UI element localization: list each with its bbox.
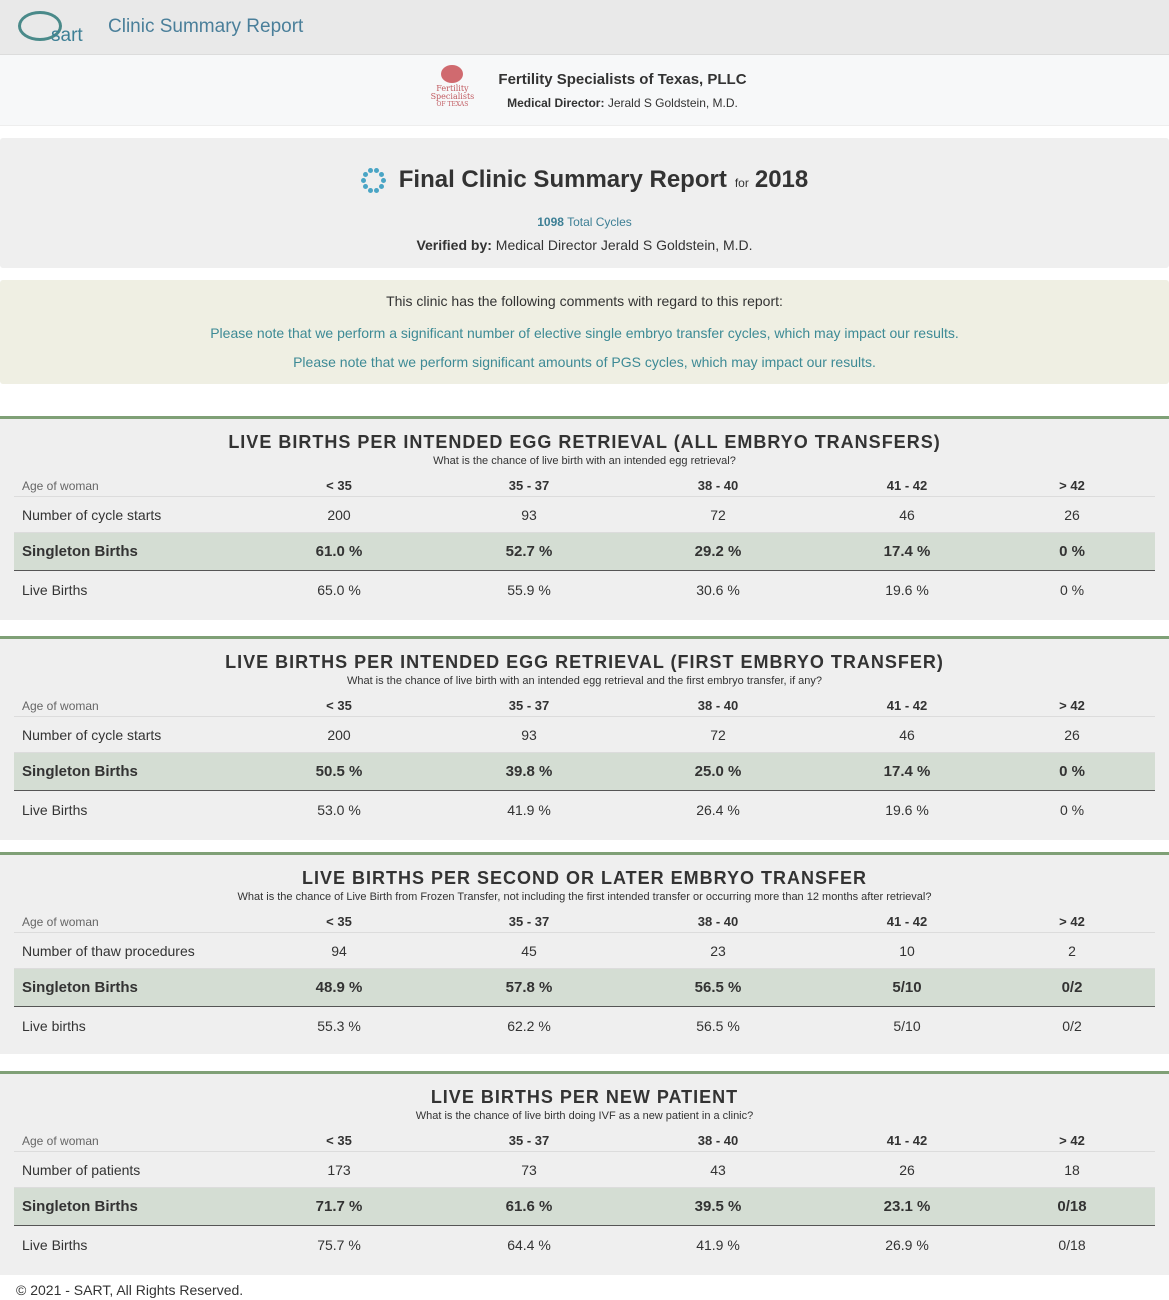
count-row — [14, 1152, 1155, 1188]
total-cycles-count: 1098 — [537, 215, 564, 229]
table-cell: 46 — [899, 726, 915, 743]
spinner-dot — [363, 172, 368, 177]
results-table — [14, 1130, 1155, 1264]
table-cell: 61.0 % — [315, 543, 363, 560]
row-label: Age of woman — [22, 698, 99, 713]
section-title: LIVE BIRTHS PER NEW PATIENT — [430, 1087, 739, 1107]
live-births-row — [14, 571, 1155, 609]
table-cell: 38 - 40 — [697, 1133, 739, 1148]
table-cell: 35 - 37 — [508, 1133, 550, 1148]
table-cell: < 35 — [326, 1133, 352, 1148]
table-cell: 200 — [327, 726, 351, 743]
table-cell: < 35 — [326, 914, 352, 929]
results-section — [0, 852, 1169, 1054]
table-cell: 46 — [899, 506, 915, 523]
section-title: LIVE BIRTHS PER SECOND OR LATER EMBRYO TRANSFER — [301, 868, 868, 888]
row-label: Age of woman — [22, 1133, 99, 1148]
row-label: Number of cycle starts — [22, 506, 162, 523]
table-cell: 72 — [710, 506, 726, 523]
section-title: LIVE BIRTHS PER INTENDED EGG RETRIEVAL (ALL EMBRYO TRANSFERS) — [228, 432, 941, 452]
table-cell: 26.4 % — [696, 802, 740, 818]
table-cell: 23.1 % — [883, 1198, 931, 1215]
table-cell: > 42 — [1059, 1133, 1085, 1148]
table-cell: 10 — [899, 942, 915, 959]
table-cell: 5/10 — [892, 979, 922, 996]
spinner-icon — [361, 168, 385, 192]
clinic-logo-line: Specialists — [430, 92, 475, 101]
table-cell: 18 — [1064, 1161, 1080, 1178]
table-cell: 0/2 — [1061, 979, 1083, 996]
table-cell: 93 — [521, 726, 537, 743]
table-cell: 19.6 % — [885, 802, 929, 818]
row-label: Singleton Births — [22, 1198, 138, 1215]
table-cell: 55.9 % — [507, 582, 551, 598]
table-cell: 93 — [521, 506, 537, 523]
row-label: Singleton Births — [22, 979, 138, 996]
clinic-logo-icon — [441, 65, 463, 83]
row-label: Age of woman — [22, 914, 99, 929]
table-cell: > 42 — [1059, 698, 1085, 713]
row-label: Age of woman — [22, 478, 99, 493]
comment-item: Please note that we perform significant amounts of PGS cycles, which may impact our results. — [293, 354, 876, 370]
row-label: Live births — [22, 1018, 86, 1034]
section-question: What is the chance of live birth doing IVF as a new patient in a clinic? — [415, 1110, 754, 1122]
sart-logo[interactable] — [18, 7, 90, 47]
verified-label: Verified by: — [416, 237, 492, 253]
table-cell: 23 — [710, 942, 726, 959]
report-summary — [0, 138, 1169, 268]
age-header-row — [14, 475, 1155, 497]
comments-title: This clinic has the following comments with regard to this report: — [386, 293, 783, 309]
results-table — [14, 911, 1155, 1045]
clinic-logo — [422, 65, 482, 115]
table-cell: 2 — [1068, 942, 1076, 959]
live-births-row — [14, 1007, 1155, 1045]
table-cell: 62.2 % — [507, 1018, 551, 1034]
table-cell: 0 % — [1059, 802, 1085, 818]
table-cell: 17.4 % — [883, 543, 931, 560]
comment-item: Please note that we perform a significant number of elective single embryo transfer cycles, which may impact our results. — [210, 325, 959, 341]
table-cell: 35 - 37 — [508, 478, 550, 493]
table-cell: 41.9 % — [507, 802, 551, 818]
table-cell: < 35 — [326, 698, 352, 713]
table-cell: 35 - 37 — [508, 914, 550, 929]
age-header-row — [14, 695, 1155, 717]
clinic-comments — [0, 280, 1169, 384]
table-cell: 26.9 % — [885, 1237, 929, 1253]
table-cell: 53.0 % — [317, 802, 361, 818]
table-cell: 56.5 % — [694, 979, 742, 996]
report-title — [361, 166, 808, 194]
age-header-row — [14, 1130, 1155, 1152]
table-cell: 5/10 — [893, 1018, 921, 1034]
table-cell: 41.9 % — [696, 1237, 740, 1253]
spinner-dot — [379, 172, 384, 177]
table-cell: 41 - 42 — [886, 478, 928, 493]
spinner-dot — [379, 184, 384, 189]
logo-text: sart — [51, 25, 83, 46]
table-cell: > 42 — [1059, 914, 1085, 929]
table-cell: 41 - 42 — [886, 698, 928, 713]
table-cell: 26 — [1064, 726, 1080, 743]
age-header-row — [14, 911, 1155, 933]
table-cell: 72 — [710, 726, 726, 743]
clinic-logo-line: OF TEXAS — [436, 101, 469, 108]
table-cell: 71.7 % — [315, 1198, 363, 1215]
table-cell: 64.4 % — [507, 1237, 551, 1253]
results-section — [0, 416, 1169, 620]
row-label: Number of cycle starts — [22, 726, 162, 743]
table-cell: 0/18 — [1057, 1198, 1087, 1215]
table-cell: 75.7 % — [317, 1237, 361, 1253]
row-label: Number of patients — [22, 1161, 141, 1178]
clinic-director — [498, 96, 746, 110]
table-cell: 56.5 % — [696, 1018, 740, 1034]
report-year: 2018 — [754, 166, 809, 193]
table-cell: 0/18 — [1058, 1237, 1086, 1253]
table-cell: 45 — [521, 942, 537, 959]
table-cell: 25.0 % — [694, 763, 742, 780]
table-cell: 35 - 37 — [508, 698, 550, 713]
table-cell: 65.0 % — [317, 582, 361, 598]
table-cell: 0 % — [1059, 582, 1085, 598]
row-label: Singleton Births — [22, 543, 138, 560]
table-cell: 41 - 42 — [886, 914, 928, 929]
app-title: Clinic Summary Report — [108, 16, 304, 37]
table-cell: 0 % — [1059, 763, 1085, 780]
spinner-dot — [374, 168, 379, 173]
table-cell: 173 — [327, 1161, 351, 1178]
table-cell: 61.6 % — [505, 1198, 553, 1215]
report-title-text: Final Clinic Summary Report — [398, 166, 727, 193]
director-name: Jerald S Goldstein, M.D. — [607, 95, 738, 110]
singleton-row — [14, 753, 1155, 791]
table-cell: 38 - 40 — [697, 698, 739, 713]
count-row — [14, 933, 1155, 969]
count-row — [14, 717, 1155, 753]
row-label: Singleton Births — [22, 763, 138, 780]
top-bar — [0, 0, 1169, 55]
table-cell: 39.5 % — [694, 1198, 742, 1215]
table-cell: 73 — [521, 1161, 537, 1178]
table-cell: 30.6 % — [696, 582, 740, 598]
table-cell: 29.2 % — [694, 543, 742, 560]
live-births-row — [14, 791, 1155, 829]
table-cell: 39.8 % — [505, 763, 553, 780]
table-cell: > 42 — [1059, 478, 1085, 493]
table-cell: 94 — [331, 942, 347, 959]
table-cell: 55.3 % — [317, 1018, 361, 1034]
results-section — [0, 1071, 1169, 1275]
table-cell: 200 — [327, 506, 351, 523]
table-cell: < 35 — [326, 478, 352, 493]
results-section — [0, 636, 1169, 840]
table-cell: 50.5 % — [315, 763, 363, 780]
table-cell: 17.4 % — [883, 763, 931, 780]
director-label: Medical Director: — [507, 95, 605, 110]
table-cell: 43 — [710, 1161, 726, 1178]
row-label: Number of thaw procedures — [22, 942, 195, 959]
clinic-header — [0, 55, 1169, 126]
live-births-row — [14, 1226, 1155, 1264]
table-cell: 38 - 40 — [697, 478, 739, 493]
spinner-dot — [361, 178, 366, 183]
report-for-label: for — [734, 176, 749, 190]
spinner-dot — [368, 188, 373, 193]
row-label: Live Births — [22, 1237, 88, 1253]
total-cycles — [0, 215, 1169, 229]
spinner-dot — [363, 184, 368, 189]
spinner-dot — [374, 188, 379, 193]
section-question: What is the chance of Live Birth from Frozen Transfer, not including the first intended transfer or occurring more than 12 months after retrieval? — [237, 891, 932, 903]
section-title: LIVE BIRTHS PER INTENDED EGG RETRIEVAL (FIRST EMBRYO TRANSFER) — [225, 652, 944, 672]
spinner-dot — [368, 168, 373, 173]
verified-by — [0, 237, 1169, 253]
clinic-logo-line: Fertility — [436, 84, 469, 93]
total-cycles-label: Total Cycles — [567, 215, 632, 229]
verified-text: Medical Director Jerald S Goldstein, M.D. — [495, 237, 753, 253]
table-cell: 52.7 % — [505, 543, 553, 560]
table-cell: 41 - 42 — [886, 1133, 928, 1148]
table-cell: 0/2 — [1062, 1018, 1082, 1034]
table-cell: 48.9 % — [315, 979, 363, 996]
results-table — [14, 695, 1155, 829]
spinner-dot — [381, 178, 386, 183]
count-row — [14, 497, 1155, 533]
clinic-name: Fertility Specialists of Texas, PLLC — [498, 70, 747, 88]
table-cell: 0 % — [1059, 543, 1085, 560]
section-question: What is the chance of live birth with an intended egg retrieval and the first embryo transfer, if any? — [346, 675, 823, 687]
singleton-row — [14, 533, 1155, 571]
table-cell: 19.6 % — [885, 582, 929, 598]
footer-copyright: © 2021 - SART, All Rights Reserved. — [16, 1282, 244, 1298]
row-label: Live Births — [22, 802, 88, 818]
singleton-row — [14, 969, 1155, 1007]
table-cell: 26 — [1064, 506, 1080, 523]
table-cell: 38 - 40 — [697, 914, 739, 929]
table-cell: 26 — [899, 1161, 915, 1178]
row-label: Live Births — [22, 582, 88, 598]
table-cell: 57.8 % — [505, 979, 553, 996]
singleton-row — [14, 1188, 1155, 1226]
section-question: What is the chance of live birth with an intended egg retrieval? — [433, 455, 736, 467]
results-table — [14, 475, 1155, 609]
